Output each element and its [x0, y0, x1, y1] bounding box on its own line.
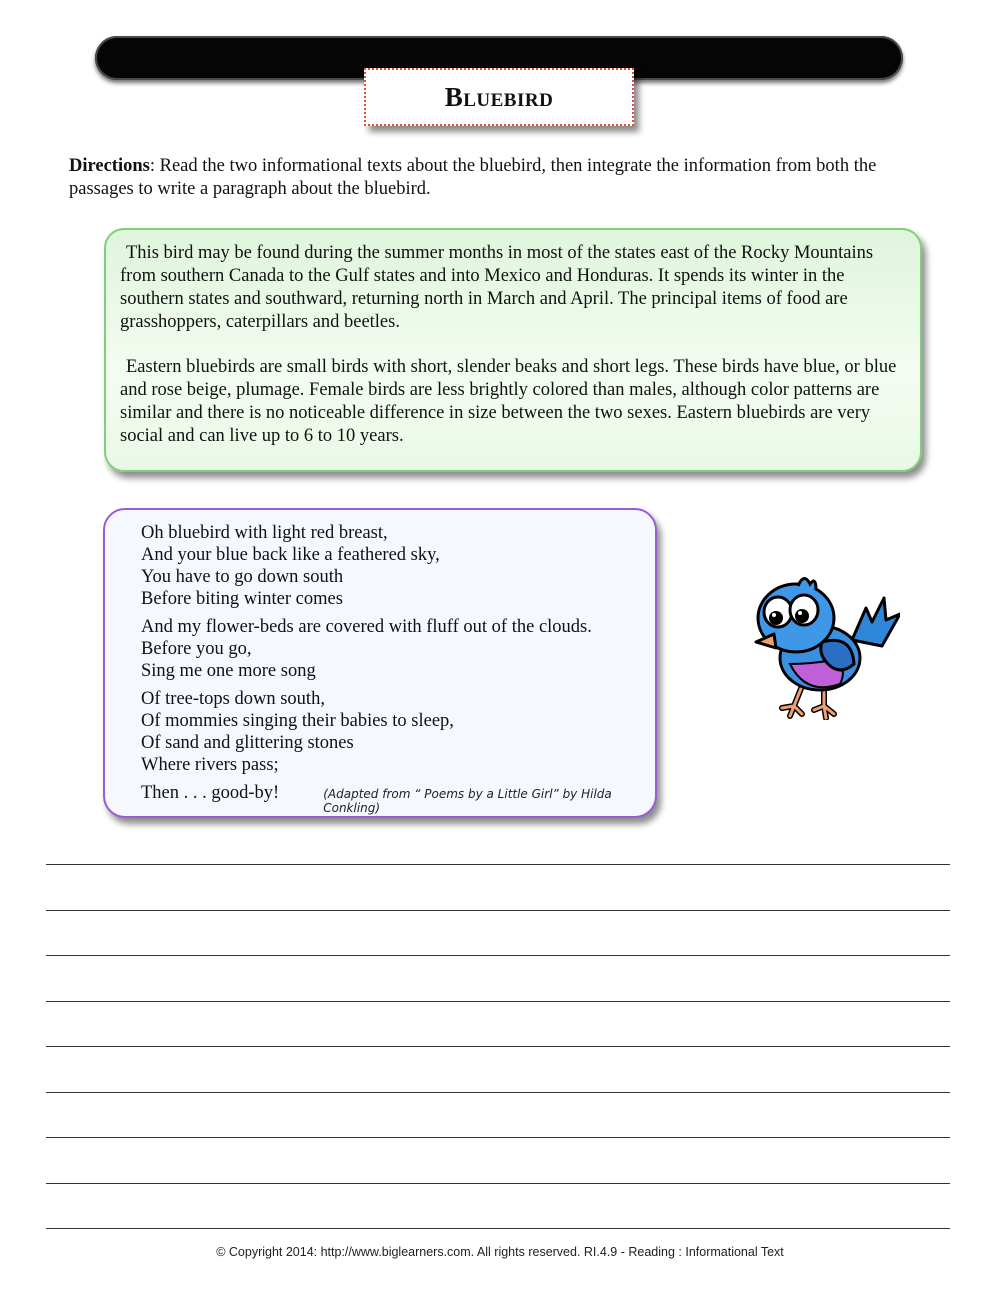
poem-line: Of sand and glittering stones — [141, 733, 354, 753]
poem-line: Sing me one more song — [141, 661, 316, 681]
poem-stanza-3 — [141, 688, 641, 776]
informational-passage — [104, 228, 922, 472]
poem-line: And my flower-beds are covered with fluff out of the clouds. — [141, 617, 592, 637]
writing-line[interactable] — [46, 1137, 950, 1138]
poem-line: Before biting winter comes — [141, 589, 343, 609]
writing-line[interactable] — [46, 1001, 950, 1002]
passage-paragraph-2: Eastern bluebirds are small birds with short, slender beaks and short legs. These birds have blue, or blue and rose beige, plumage. Female birds are less brightly colored than males, although color patterns are similar and there is no noticeable difference in size between the two sexes. Eastern bluebirds are very social and can live up to 6 to 10 years. — [120, 357, 897, 446]
directions-label: Directions — [69, 156, 150, 176]
directions-text: : Read the two informational texts about the bluebird, then integrate the information from both the passages to write a paragraph about the bluebird. — [69, 156, 877, 199]
poem-line: Where rivers pass; — [141, 755, 279, 775]
page-title: Bluebird — [444, 81, 554, 112]
writing-line[interactable] — [46, 1228, 950, 1229]
writing-line[interactable] — [46, 864, 950, 865]
poem-line: Of mommies singing their babies to sleep, — [141, 711, 454, 731]
poem-line: And your blue back like a feathered sky, — [141, 545, 440, 565]
poem-passage — [103, 508, 657, 818]
bluebird-illustration — [744, 568, 900, 720]
poem-last-line: Then . . . good-by! — [141, 783, 280, 803]
copyright-footer: © Copyright 2014: http://www.biglearners.com. All rights reserved. RI.4.9 - Reading : Informational Text — [216, 1245, 784, 1259]
poem-closing-row — [141, 782, 641, 815]
directions — [69, 155, 939, 201]
poem-line: Oh bluebird with light red breast, — [141, 523, 388, 543]
title-box — [364, 68, 634, 126]
writing-line[interactable] — [46, 910, 950, 911]
writing-line[interactable] — [46, 1046, 950, 1047]
poem-line: You have to go down south — [141, 567, 344, 587]
passage-paragraph-1: This bird may be found during the summer months in most of the states east of the Rocky Mountains from southern Canada to the Gulf states and into Mexico and Honduras. It spends its winter in the southern states and southward, returning north in March and April. The principal items of food are grasshoppers, caterpillars and beetles. — [120, 243, 874, 332]
poem-stanza-1 — [141, 522, 641, 610]
writing-line[interactable] — [46, 1092, 950, 1093]
poem-credit: (Adapted from “ Poems by a Little Girl” by Hilda Conkling) — [323, 787, 612, 815]
poem-stanza-2 — [141, 616, 641, 682]
poem-line: Of tree-tops down south, — [141, 689, 325, 709]
poem-line: Before you go, — [141, 639, 252, 659]
writing-line[interactable] — [46, 955, 950, 956]
writing-line[interactable] — [46, 1183, 950, 1184]
